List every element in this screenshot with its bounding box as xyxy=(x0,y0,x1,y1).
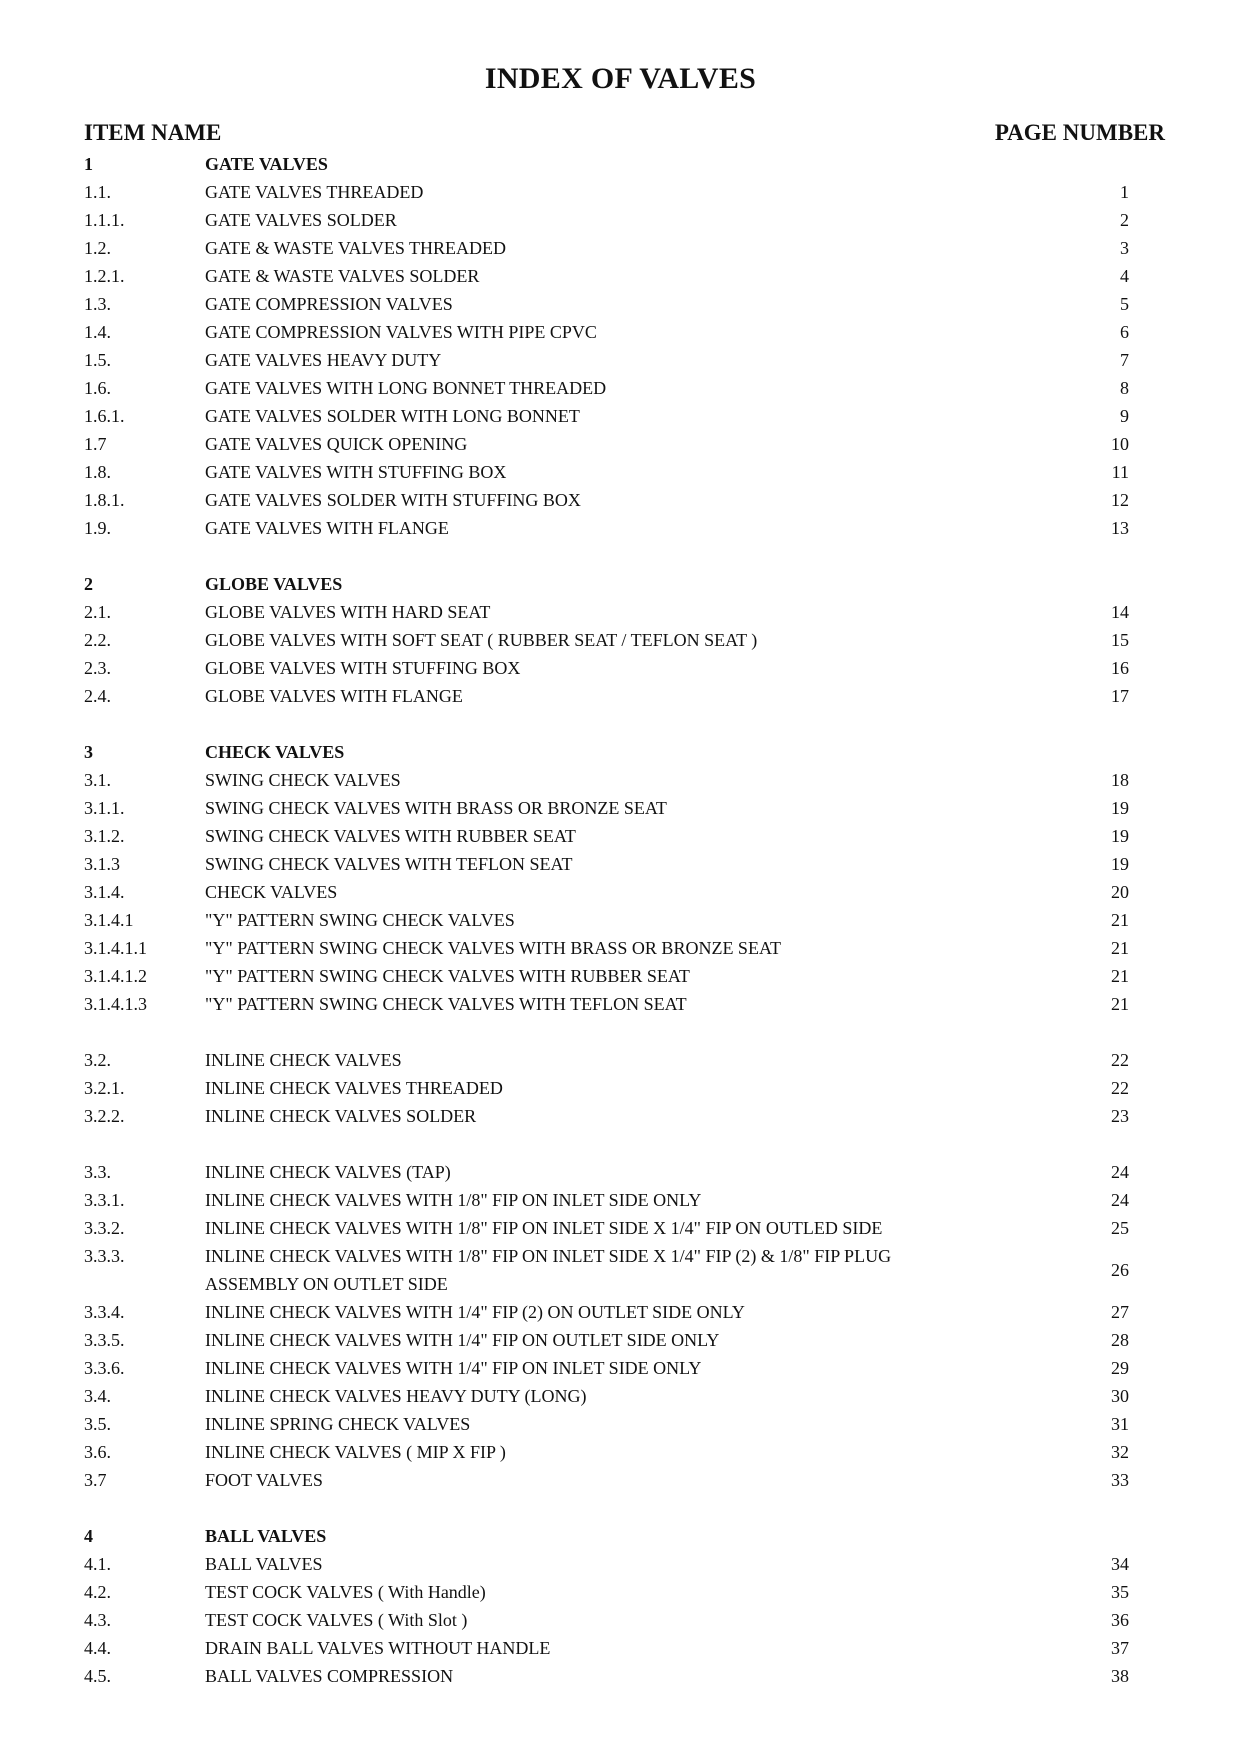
index-entry xyxy=(0,1466,1241,1494)
page-number: 24 xyxy=(1111,1162,1129,1182)
item-title: INLINE CHECK VALVES xyxy=(205,1050,402,1070)
index-entry xyxy=(0,766,1241,794)
index-entry xyxy=(0,1298,1241,1326)
item-number: 4.4. xyxy=(84,1638,111,1658)
item-number: 3.2. xyxy=(84,1050,111,1070)
spacer-row xyxy=(0,710,1241,738)
item-title: SWING CHECK VALVES xyxy=(205,770,401,790)
index-entry xyxy=(0,598,1241,626)
item-title: "Y" PATTERN SWING CHECK VALVES WITH RUBBER SEAT xyxy=(205,966,690,986)
item-title: GATE & WASTE VALVES SOLDER xyxy=(205,266,480,286)
item-title: INLINE CHECK VALVES WITH 1/4" FIP (2) ON OUTLET SIDE ONLY xyxy=(205,1302,745,1322)
index-entry xyxy=(0,1326,1241,1354)
index-entry xyxy=(0,318,1241,346)
page-number: 26 xyxy=(1111,1260,1129,1280)
index-entry xyxy=(0,654,1241,682)
index-entry xyxy=(0,346,1241,374)
index-entry xyxy=(0,1186,1241,1214)
page-number: 32 xyxy=(1111,1442,1129,1462)
page-number: 22 xyxy=(1111,1050,1129,1070)
item-title: GATE VALVES THREADED xyxy=(205,182,424,202)
item-title: SWING CHECK VALVES WITH BRASS OR BRONZE SEAT xyxy=(205,798,667,818)
item-title: "Y" PATTERN SWING CHECK VALVES WITH TEFLON SEAT xyxy=(205,994,687,1014)
item-title: TEST COCK VALVES ( With Handle) xyxy=(205,1582,486,1602)
item-number: 3.1.4.1.2 xyxy=(84,966,147,986)
item-number: 4.2. xyxy=(84,1582,111,1602)
page-number: 38 xyxy=(1111,1666,1129,1686)
item-number: 1.6. xyxy=(84,378,111,398)
index-entry xyxy=(0,430,1241,458)
item-title: GATE VALVES HEAVY DUTY xyxy=(205,350,442,370)
item-number: 1.8.1. xyxy=(84,490,125,510)
page-number: 1 xyxy=(1120,182,1129,202)
item-number: 3.6. xyxy=(84,1442,111,1462)
page-number: 12 xyxy=(1111,490,1129,510)
item-number: 3.3.1. xyxy=(84,1190,125,1210)
page-number: 27 xyxy=(1111,1302,1129,1322)
item-title: GATE VALVES SOLDER WITH LONG BONNET xyxy=(205,406,580,426)
item-title: GATE VALVES WITH STUFFING BOX xyxy=(205,462,507,482)
page-number: 25 xyxy=(1111,1218,1129,1238)
page-number: 11 xyxy=(1111,462,1129,482)
page-number: 15 xyxy=(1111,630,1129,650)
page-number: 4 xyxy=(1120,266,1129,286)
item-number: 3 xyxy=(84,742,93,762)
index-entry xyxy=(0,794,1241,822)
item-number: 2.4. xyxy=(84,686,111,706)
index-entry xyxy=(0,850,1241,878)
item-number: 1.2. xyxy=(84,238,111,258)
item-name-header: ITEM NAME xyxy=(84,120,222,145)
index-entry xyxy=(0,822,1241,850)
page-number: 3 xyxy=(1120,238,1129,258)
item-title: GATE COMPRESSION VALVES xyxy=(205,294,453,314)
index-entry xyxy=(0,486,1241,514)
index-entry xyxy=(0,1214,1241,1242)
page-number: 9 xyxy=(1120,406,1129,426)
item-title: DRAIN BALL VALVES WITHOUT HANDLE xyxy=(205,1638,551,1658)
item-title: GLOBE VALVES WITH FLANGE xyxy=(205,686,463,706)
item-title: FOOT VALVES xyxy=(205,1470,323,1490)
item-number: 3.1.1. xyxy=(84,798,125,818)
index-list xyxy=(0,150,1241,1690)
index-entry xyxy=(0,1634,1241,1662)
item-title: INLINE CHECK VALVES WITH 1/8" FIP ON INLET SIDE X 1/4" FIP ON OUTLED SIDE xyxy=(205,1218,883,1238)
item-number: 3.3.3. xyxy=(84,1246,125,1266)
item-title: GATE VALVES SOLDER xyxy=(205,210,397,230)
page-number: 28 xyxy=(1111,1330,1129,1350)
page-number: 10 xyxy=(1111,434,1129,454)
item-title: GLOBE VALVES xyxy=(205,574,343,594)
item-number: 3.3.5. xyxy=(84,1330,125,1350)
page-number: 37 xyxy=(1111,1638,1129,1658)
item-number: 2 xyxy=(84,574,93,594)
index-entry xyxy=(0,1158,1241,1186)
item-number: 3.7 xyxy=(84,1470,107,1490)
item-number: 3.3.2. xyxy=(84,1218,125,1238)
item-title: INLINE SPRING CHECK VALVES xyxy=(205,1414,471,1434)
item-title: SWING CHECK VALVES WITH RUBBER SEAT xyxy=(205,826,576,846)
page-number: 21 xyxy=(1111,910,1129,930)
item-number: 1.5. xyxy=(84,350,111,370)
item-number: 3.2.2. xyxy=(84,1106,125,1126)
item-title: GATE VALVES WITH FLANGE xyxy=(205,518,449,538)
page-number: 21 xyxy=(1111,994,1129,1014)
item-title: GATE VALVES QUICK OPENING xyxy=(205,434,468,454)
item-title: GLOBE VALVES WITH STUFFING BOX xyxy=(205,658,521,678)
page-number: 17 xyxy=(1111,686,1129,706)
item-number: 4.1. xyxy=(84,1554,111,1574)
index-entry xyxy=(0,374,1241,402)
index-entry xyxy=(0,178,1241,206)
item-title: BALL VALVES COMPRESSION xyxy=(205,1666,454,1686)
page-title: INDEX OF VALVES xyxy=(484,62,757,95)
item-title: GATE COMPRESSION VALVES WITH PIPE CPVC xyxy=(205,322,597,342)
page-number: 7 xyxy=(1120,350,1129,370)
page-number: 6 xyxy=(1120,322,1129,342)
index-entry xyxy=(0,290,1241,318)
page-number: 30 xyxy=(1111,1386,1129,1406)
item-number: 2.2. xyxy=(84,630,111,650)
page-number: 23 xyxy=(1111,1106,1129,1126)
index-entry xyxy=(0,1354,1241,1382)
index-entry xyxy=(0,1074,1241,1102)
item-title: INLINE CHECK VALVES HEAVY DUTY (LONG) xyxy=(205,1386,587,1406)
item-title: BALL VALVES xyxy=(205,1526,327,1546)
section-heading-row xyxy=(0,1522,1241,1550)
spacer-row xyxy=(0,1018,1241,1046)
page-number: 18 xyxy=(1111,770,1129,790)
item-title: CHECK VALVES xyxy=(205,882,338,902)
item-number: 2.3. xyxy=(84,658,111,678)
item-number: 4.5. xyxy=(84,1666,111,1686)
item-number: 1.7 xyxy=(84,434,107,454)
index-entry xyxy=(0,514,1241,542)
page-number: 13 xyxy=(1111,518,1129,538)
section-heading-row xyxy=(0,570,1241,598)
index-entry xyxy=(0,206,1241,234)
item-number: 3.1.3 xyxy=(84,854,120,874)
item-title: GATE VALVES WITH LONG BONNET THREADED xyxy=(205,378,607,398)
item-number: 3.1.4. xyxy=(84,882,125,902)
item-title: TEST COCK VALVES ( With Slot ) xyxy=(205,1610,468,1630)
item-number: 3.1.4.1.1 xyxy=(84,938,147,958)
item-number: 3.2.1. xyxy=(84,1078,125,1098)
spacer-row xyxy=(0,542,1241,570)
index-entry xyxy=(0,234,1241,262)
page-number: 33 xyxy=(1111,1470,1129,1490)
item-title: BALL VALVES xyxy=(205,1554,323,1574)
item-number: 3.5. xyxy=(84,1414,111,1434)
item-number: 2.1. xyxy=(84,602,111,622)
page-number-header: PAGE NUMBER xyxy=(994,120,1165,145)
item-title: INLINE CHECK VALVES THREADED xyxy=(205,1078,503,1098)
item-title: "Y" PATTERN SWING CHECK VALVES xyxy=(205,910,515,930)
spacer-row xyxy=(0,1130,1241,1158)
page-number: 2 xyxy=(1120,210,1129,230)
index-entry xyxy=(0,458,1241,486)
item-title: GLOBE VALVES WITH SOFT SEAT ( RUBBER SEAT / TEFLON SEAT ) xyxy=(205,630,758,650)
item-title: INLINE CHECK VALVES ( MIP X FIP ) xyxy=(205,1442,506,1462)
item-title: INLINE CHECK VALVES (TAP) xyxy=(205,1162,451,1182)
index-entry xyxy=(0,878,1241,906)
item-title: INLINE CHECK VALVES SOLDER xyxy=(205,1106,477,1126)
page-number: 5 xyxy=(1120,294,1129,314)
section-heading-row xyxy=(0,150,1241,178)
item-title: INLINE CHECK VALVES WITH 1/4" FIP ON OUTLET SIDE ONLY xyxy=(205,1330,720,1350)
item-number: 1.8. xyxy=(84,462,111,482)
page-number: 35 xyxy=(1111,1582,1129,1602)
item-number: 1 xyxy=(84,154,93,174)
item-number: 1.9. xyxy=(84,518,111,538)
index-entry xyxy=(0,1438,1241,1466)
item-number: 1.1.1. xyxy=(84,210,125,230)
item-number: 3.1.4.1.3 xyxy=(84,994,147,1014)
item-number: 1.2.1. xyxy=(84,266,125,286)
index-entry xyxy=(0,1382,1241,1410)
page-number: 24 xyxy=(1111,1190,1129,1210)
item-title: GATE VALVES xyxy=(205,154,328,174)
page-number: 34 xyxy=(1111,1554,1129,1574)
item-number: 1.4. xyxy=(84,322,111,342)
index-entry xyxy=(0,1242,1241,1298)
item-number: 1.6.1. xyxy=(84,406,125,426)
section-heading-row xyxy=(0,738,1241,766)
item-number: 3.1. xyxy=(84,770,111,790)
index-entry xyxy=(0,1102,1241,1130)
index-entry xyxy=(0,906,1241,934)
index-entry xyxy=(0,262,1241,290)
page-number: 21 xyxy=(1111,938,1129,958)
item-number: 3.3. xyxy=(84,1162,111,1182)
page-number: 22 xyxy=(1111,1078,1129,1098)
item-number: 3.4. xyxy=(84,1386,111,1406)
index-entry xyxy=(0,934,1241,962)
index-entry xyxy=(0,1578,1241,1606)
index-entry xyxy=(0,1410,1241,1438)
page-number: 29 xyxy=(1111,1358,1129,1378)
page-number: 31 xyxy=(1111,1414,1129,1434)
item-number: 4 xyxy=(84,1526,93,1546)
page-number: 19 xyxy=(1111,854,1129,874)
item-title: INLINE CHECK VALVES WITH 1/8" FIP ON INLET SIDE ONLY xyxy=(205,1190,702,1210)
item-title: GLOBE VALVES WITH HARD SEAT xyxy=(205,602,491,622)
page-number: 36 xyxy=(1111,1610,1129,1630)
page-number: 8 xyxy=(1120,378,1129,398)
item-title: GATE & WASTE VALVES THREADED xyxy=(205,238,507,258)
spacer-row xyxy=(0,1494,1241,1522)
item-title: GATE VALVES SOLDER WITH STUFFING BOX xyxy=(205,490,581,510)
index-entry xyxy=(0,962,1241,990)
page-number: 16 xyxy=(1111,658,1129,678)
page-number: 19 xyxy=(1111,798,1129,818)
page-number: 21 xyxy=(1111,966,1129,986)
index-entry xyxy=(0,402,1241,430)
page-number: 20 xyxy=(1111,882,1129,902)
item-title: CHECK VALVES xyxy=(205,742,345,762)
item-number: 3.1.4.1 xyxy=(84,910,134,930)
page-number: 14 xyxy=(1111,602,1129,622)
index-entry xyxy=(0,626,1241,654)
item-number: 1.1. xyxy=(84,182,111,202)
page-number: 19 xyxy=(1111,826,1129,846)
item-number: 3.3.4. xyxy=(84,1302,125,1322)
item-number: 4.3. xyxy=(84,1610,111,1630)
item-title: INLINE CHECK VALVES WITH 1/8" FIP ON INLET SIDE X 1/4" FIP (2) & 1/8" FIP PLUG ASSEMBLY ON OUTLET SIDE xyxy=(205,1246,892,1294)
index-entry xyxy=(0,682,1241,710)
item-number: 3.1.2. xyxy=(84,826,125,846)
index-entry xyxy=(0,1046,1241,1074)
index-entry xyxy=(0,1606,1241,1634)
item-number: 1.3. xyxy=(84,294,111,314)
item-title: SWING CHECK VALVES WITH TEFLON SEAT xyxy=(205,854,573,874)
index-entry xyxy=(0,1550,1241,1578)
item-number: 3.3.6. xyxy=(84,1358,125,1378)
index-entry xyxy=(0,990,1241,1018)
item-title: "Y" PATTERN SWING CHECK VALVES WITH BRASS OR BRONZE SEAT xyxy=(205,938,781,958)
index-entry xyxy=(0,1662,1241,1690)
item-title: INLINE CHECK VALVES WITH 1/4" FIP ON INLET SIDE ONLY xyxy=(205,1358,702,1378)
